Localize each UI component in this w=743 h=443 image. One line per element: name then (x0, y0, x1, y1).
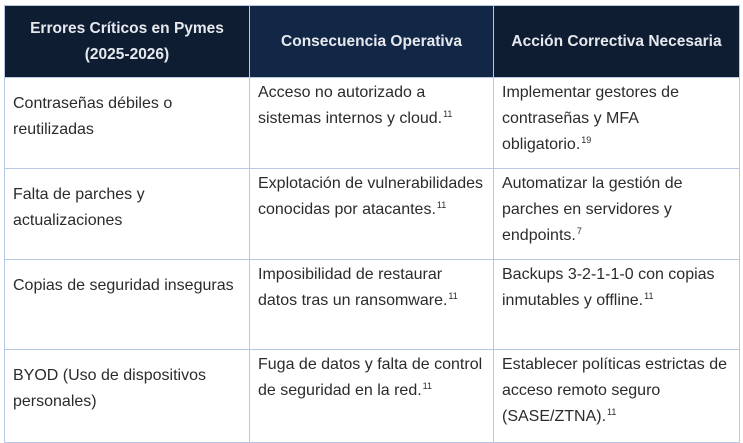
errors-table (4, 5, 740, 443)
action-text: Establecer políticas estrictas de acceso remoto seguro (SASE/ZTNA). (502, 356, 727, 425)
action-text: Automatizar la gestión de parches en servidores y endpoints. (502, 175, 683, 244)
consequence-cell (250, 169, 494, 260)
consequence-text: Imposibilidad de restaurar datos tras un ransomware. (258, 266, 448, 309)
consequence-cell (250, 350, 494, 443)
error-cell: Contraseñas débiles o reutilizadas (5, 78, 250, 169)
action-cell (494, 78, 740, 169)
table-row (5, 260, 740, 350)
action-text: Backups 3-2-1-1-0 con copias inmutables y offline. (502, 266, 715, 309)
action-cell (494, 260, 740, 350)
reference-number: 11 (607, 406, 617, 417)
table-header-row (5, 6, 740, 78)
error-cell: Copias de seguridad inseguras (5, 260, 250, 350)
error-cell: BYOD (Uso de dispositivos personales) (5, 350, 250, 443)
action-text: Implementar gestores de contraseñas y MFA obligatorio. (502, 84, 679, 153)
consequence-text: Fuga de datos y falta de control de seguridad en la red. (258, 356, 483, 399)
reference-number: 7 (576, 225, 582, 236)
error-cell: Falta de parches y actualizaciones (5, 169, 250, 260)
reference-number: 11 (448, 290, 458, 301)
table-row (5, 169, 740, 260)
consequence-text: Explotación de vulnerabilidades conocidas por atacantes. (258, 175, 484, 218)
table-row (5, 350, 740, 443)
header-consequence: Consecuencia Operativa (250, 6, 494, 78)
reference-number: 11 (644, 290, 654, 301)
header-errors: Errores Críticos en Pymes (2025-2026) (5, 6, 250, 78)
reference-number: 11 (436, 199, 447, 210)
reference-number: 11 (422, 380, 433, 391)
consequence-cell (250, 78, 494, 169)
reference-number: 19 (581, 134, 592, 145)
header-action: Acción Correctiva Necesaria (494, 6, 740, 78)
action-cell (494, 169, 740, 260)
consequence-cell (250, 260, 494, 350)
action-cell (494, 350, 740, 443)
table-row (5, 78, 740, 169)
reference-number: 11 (443, 108, 453, 119)
consequence-text: Acceso no autorizado a sistemas internos y cloud. (258, 84, 443, 127)
